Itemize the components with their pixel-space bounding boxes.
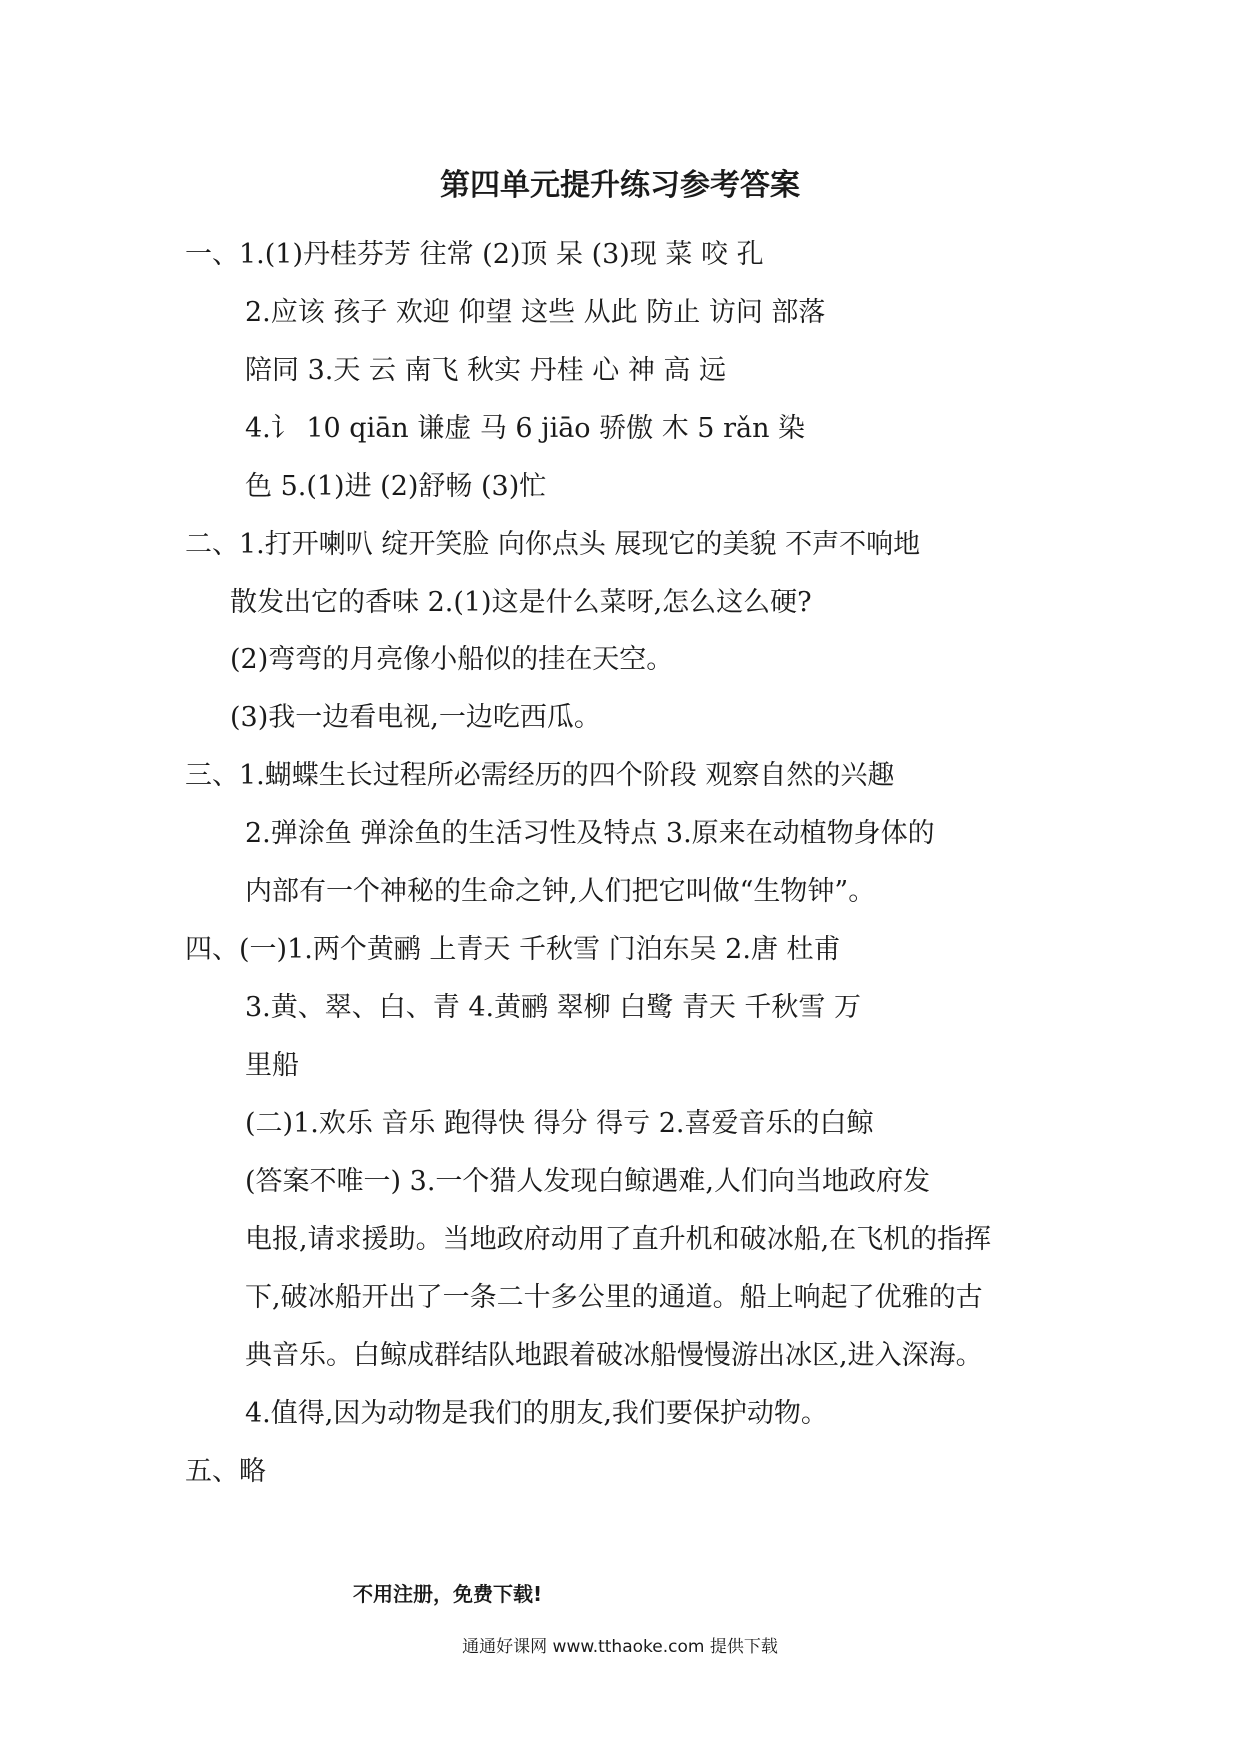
answer-line: 四、(一)1.两个黄鹂 上青天 千秋雪 门泊东吴 2.唐 杜甫 [185,934,841,965]
answer-line: (二)1.欢乐 音乐 跑得快 得分 得亏 2.喜爱音乐的白鲸 [245,1108,874,1139]
answer-line: 下,破冰船开出了一条二十多公里的通道。船上响起了优雅的古 [245,1282,983,1313]
answer-line: 典音乐。白鲸成群结队地跟着破冰船慢慢游出冰区,进入深海。 [245,1340,983,1371]
answer-line: (2)弯弯的月亮像小船似的挂在天空。 [230,644,674,675]
answer-line: 三、1.蝴蝶生长过程所必需经历的四个阶段 观察自然的兴趣 [185,760,895,791]
answer-line: 电报,请求援助。当地政府动用了直升机和破冰船,在飞机的指挥 [245,1224,992,1255]
answer-line: 散发出它的香味 2.(1)这是什么菜呀,怎么这么硬? [230,587,812,618]
answer-line: 2.弹涂鱼 弹涂鱼的生活习性及特点 3.原来在动植物身体的 [245,818,935,849]
answer-line: 4.讠 10 qiān 谦虚 马 6 jiāo 骄傲 木 5 rǎn 染 [245,413,806,444]
answer-line: 里船 [245,1050,299,1081]
answer-line: (答案不唯一) 3.一个猎人发现白鲸遇难,人们向当地政府发 [245,1166,930,1197]
page-title: 第四单元提升练习参考答案 [440,168,800,203]
answer-line: 陪同 3.天 云 南飞 秋实 丹桂 心 神 高 远 [245,355,727,386]
answer-line: 一、1.(1)丹桂芬芳 往常 (2)顶 呆 (3)现 菜 咬 孔 [185,239,764,270]
answer-line: 3.黄、翠、白、青 4.黄鹂 翠柳 白鹭 青天 千秋雪 万 [245,992,862,1023]
answer-line: (3)我一边看电视,一边吃西瓜。 [230,702,601,733]
answer-line: 色 5.(1)进 (2)舒畅 (3)忙 [245,471,547,502]
answer-line: 2.应该 孩子 欢迎 仰望 这些 从此 防止 访问 部落 [245,297,826,328]
answer-line: 五、略 [185,1456,266,1487]
free-download-notice: 不用注册，免费下载! [353,1582,543,1606]
answer-line: 内部有一个神秘的生命之钟,人们把它叫做“生物钟”。 [245,876,876,907]
answer-line: 二、1.打开喇叭 绽开笑脸 向你点头 展现它的美貌 不声不响地 [185,529,921,560]
answer-line: 4.值得,因为动物是我们的朋友,我们要保护动物。 [245,1398,828,1429]
download-source-line: 通通好课网 www.tthaoke.com 提供下载 [462,1637,778,1657]
